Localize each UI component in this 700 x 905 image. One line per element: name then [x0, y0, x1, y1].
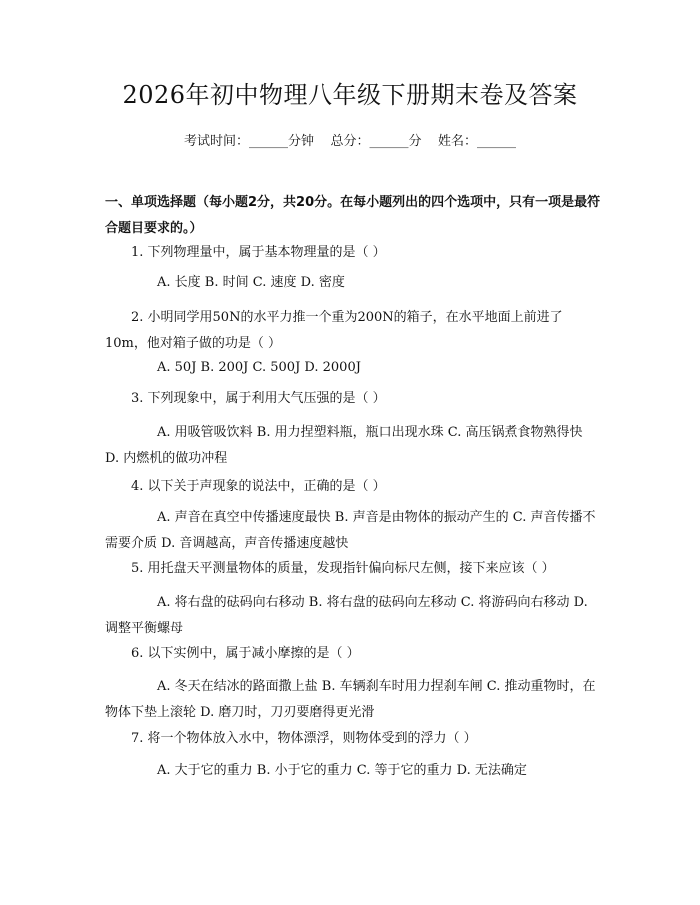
question-6-options: A. 冬天在结冰的路面撒上盐 B. 车辆刹车时用力捏刹车闸 C. 推动重物时，在物体下垫上滚轮 D. 磨刀时，刀刃要磨得更光滑: [105, 679, 596, 720]
question-7-options: A. 大于它的重力 B. 小于它的重力 C. 等于它的重力 D. 无法确定: [157, 763, 527, 778]
question-3-options: A. 用吸管吸饮料 B. 用力捏塑料瓶，瓶口出现水珠 C. 高压锅煮食物熟得快 D. 内燃机的做功冲程: [105, 425, 583, 466]
question-7-stem: 7. 将一个物体放入水中，物体漂浮，则物体受到的浮力（ ）: [131, 731, 477, 746]
question-4-stem: 4. 以下关于声现象的说法中，正确的是（ ）: [131, 479, 386, 494]
question-1-stem: 1. 下列物理量中，属于基本物理量的是（ ）: [131, 245, 386, 260]
question-1-options: A. 长度 B. 时间 C. 速度 D. 密度: [157, 275, 345, 290]
question-6-stem: 6. 以下实例中，属于减小摩擦的是（ ）: [131, 646, 360, 661]
question-4-options: A. 声音在真空中传播速度最快 B. 声音是由物体的振动产生的 C. 声音传播不需要介质 D. 音调越高，声音传播速度越快: [105, 510, 596, 551]
question-2-options: A. 50J B. 200J C. 500J D. 2000J: [157, 360, 361, 375]
question-5-stem: 5. 用托盘天平测量物体的质量，发现指针偏向标尺左侧，接下来应该（ ）: [131, 561, 555, 576]
section-heading: 一、单项选择题（每小题2分，共20分。在每小题列出的四个选项中，只有一项是最符合题目要求的。）: [105, 195, 601, 236]
document-title: 2026年初中物理八年级下册期末卷及答案: [122, 81, 578, 109]
question-3-stem: 3. 下列现象中，属于利用大气压强的是（ ）: [131, 391, 386, 406]
question-2-stem: 2. 小明同学用50N的水平力推一个重为200N的箱子，在水平地面上前进了10m，他对箱子做的功是（ ）: [105, 310, 563, 351]
exam-info-line: 考试时间：______分钟 总分：______分 姓名：______: [183, 134, 517, 149]
question-5-options: A. 将右盘的砝码向右移动 B. 将右盘的砝码向左移动 C. 将游码向右移动 D. 调整平衡螺母: [105, 595, 588, 636]
